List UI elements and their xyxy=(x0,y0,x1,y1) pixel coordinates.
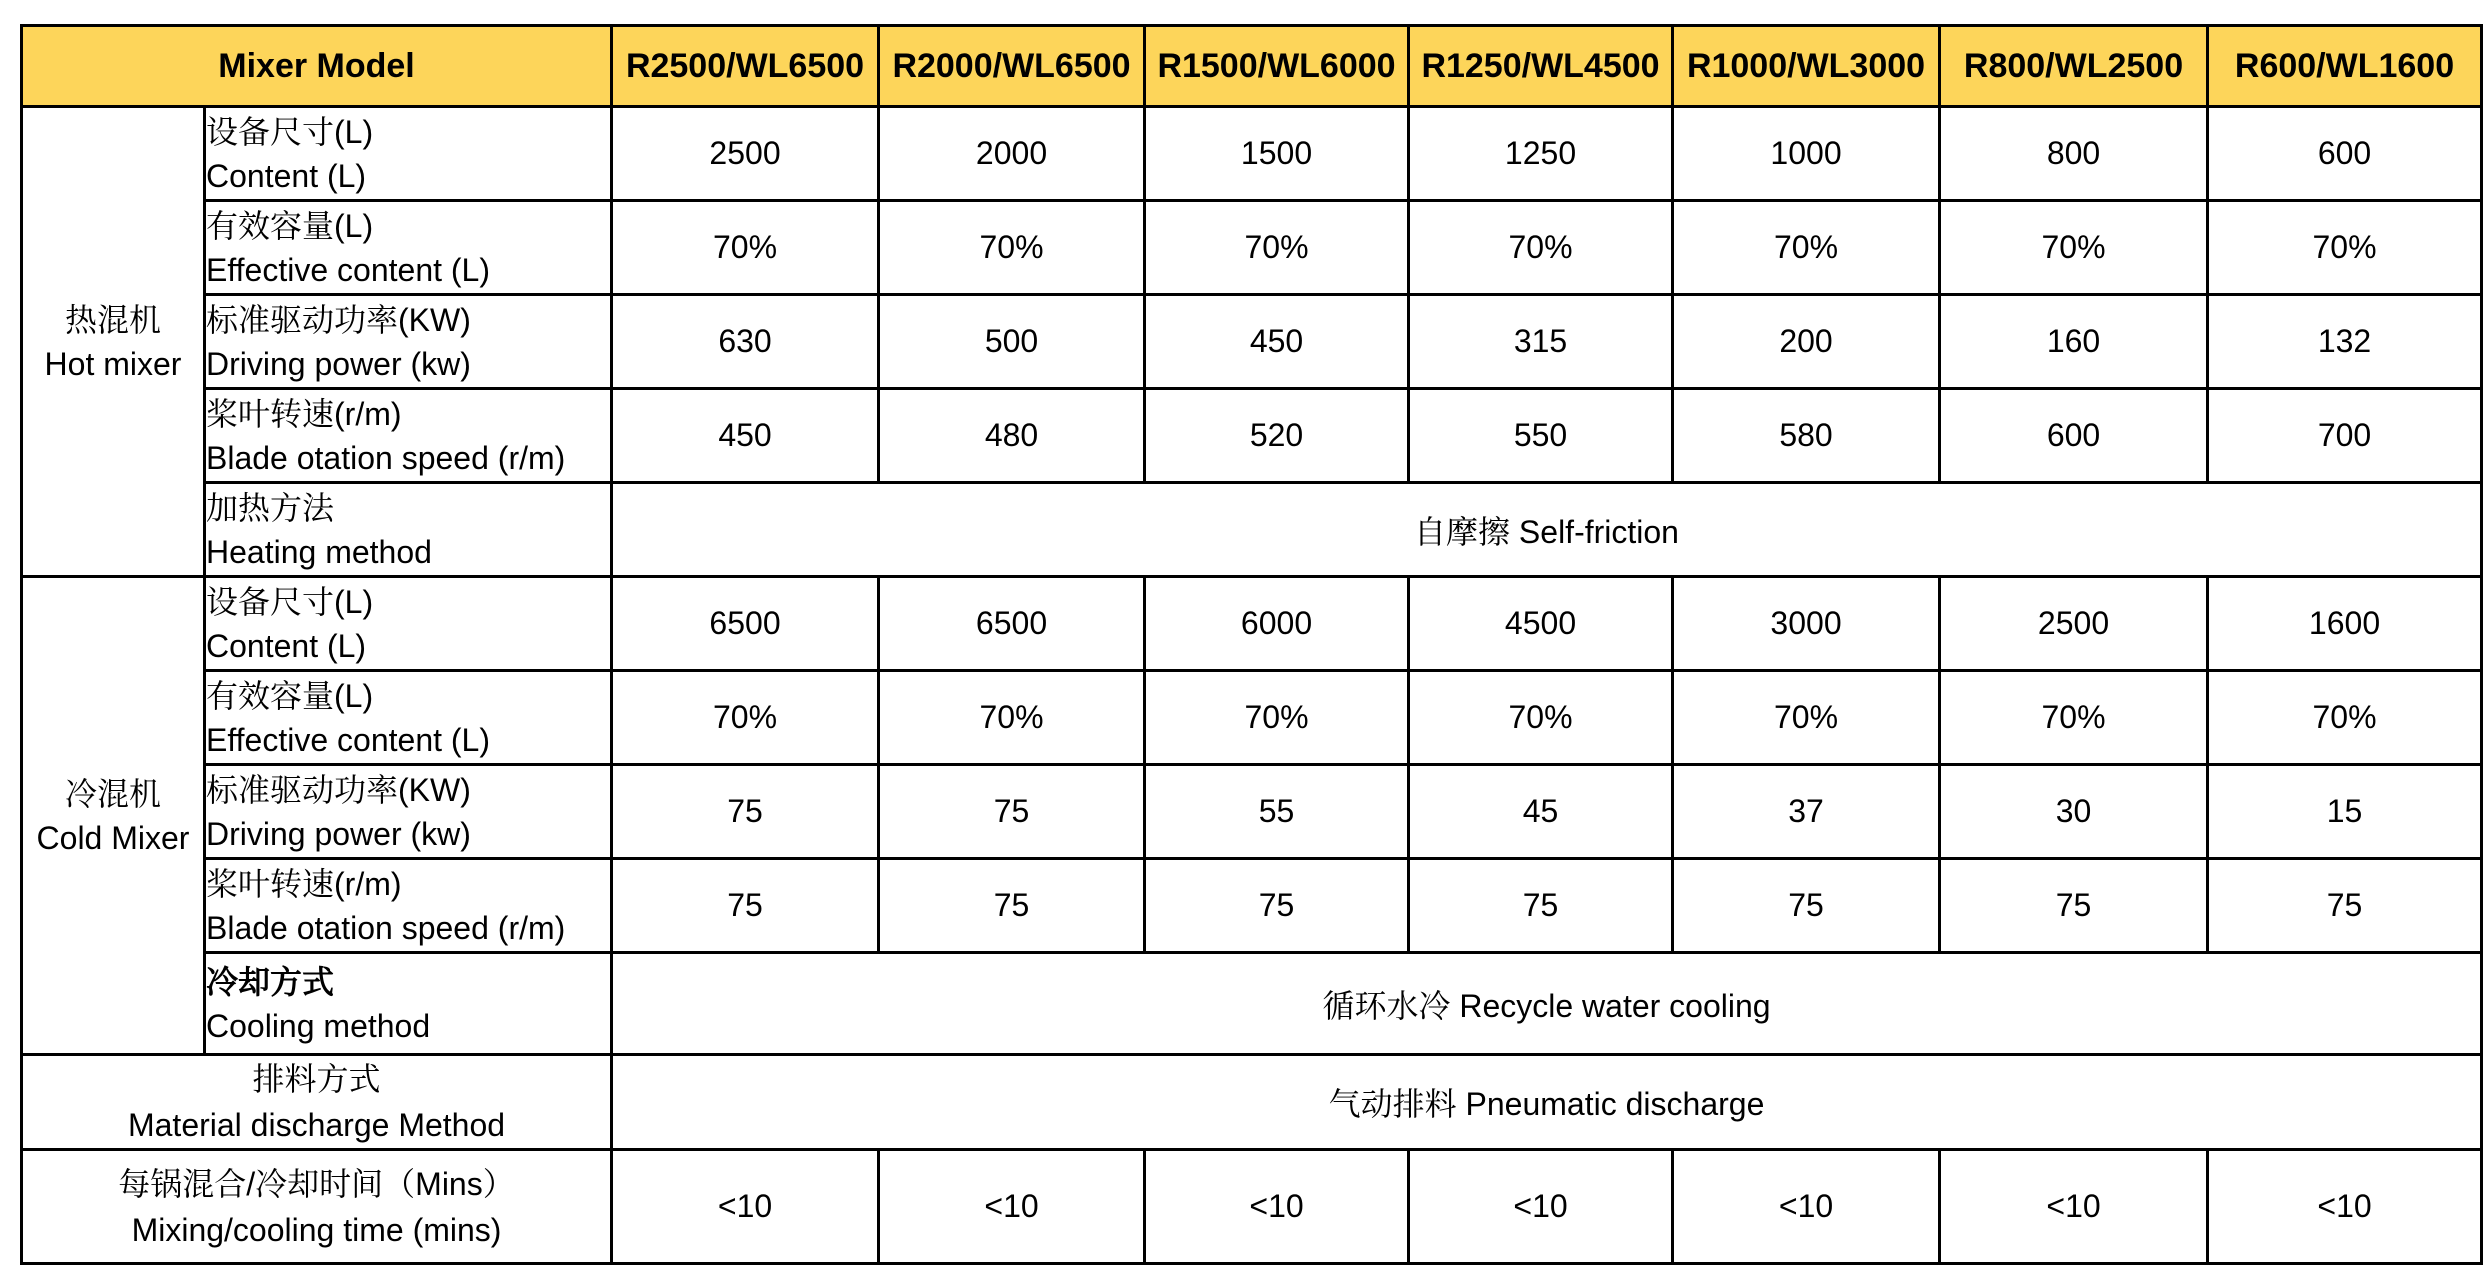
param-label: 有效容量(L) Effective content (L) xyxy=(205,201,612,295)
cold-mixer-cn: 冷混机 xyxy=(64,775,161,812)
table-cell: 450 xyxy=(1145,295,1409,389)
table-cell: <10 xyxy=(1673,1150,1940,1264)
hot-effective-row xyxy=(22,201,2482,295)
mixing-time-row xyxy=(22,1150,2482,1264)
table-cell: 70% xyxy=(612,201,879,295)
cooling-method-value: 循环水冷 Recycle water cooling xyxy=(612,953,2482,1055)
hot-power-row xyxy=(22,295,2482,389)
param-label: 有效容量(L) Effective content (L) xyxy=(205,671,612,765)
table-cell: 6500 xyxy=(879,577,1145,671)
table-cell: <10 xyxy=(1409,1150,1673,1264)
discharge-row xyxy=(22,1055,2482,1150)
table-cell: 800 xyxy=(1940,107,2208,201)
mixing-time-label: 每锅混合/冷却时间（Mins） Mixing/cooling time (mins) xyxy=(22,1150,612,1264)
model-header: R1000/WL3000 xyxy=(1673,26,1940,107)
table-cell: 315 xyxy=(1409,295,1673,389)
table-cell: 200 xyxy=(1673,295,1940,389)
table-cell: <10 xyxy=(1145,1150,1409,1264)
table-cell: 480 xyxy=(879,389,1145,483)
table-cell: <10 xyxy=(879,1150,1145,1264)
model-header: R2000/WL6500 xyxy=(879,26,1145,107)
table-cell: 70% xyxy=(879,201,1145,295)
hot-mixer-cn: 热混机 xyxy=(64,301,161,338)
table-cell: 75 xyxy=(879,859,1145,953)
model-header: R1250/WL4500 xyxy=(1409,26,1673,107)
cold-mixer-group xyxy=(22,577,205,1055)
hot-heating-row xyxy=(22,483,2482,577)
table-cell: 450 xyxy=(612,389,879,483)
heating-method-value: 自摩擦 Self-friction xyxy=(612,483,2482,577)
table-cell: 6500 xyxy=(612,577,879,671)
table-cell: 70% xyxy=(1940,671,2208,765)
table-cell: 70% xyxy=(1940,201,2208,295)
table-cell: 75 xyxy=(612,765,879,859)
param-label: 加热方法 Heating method xyxy=(205,483,612,577)
table-cell: 75 xyxy=(1673,859,1940,953)
model-header: R800/WL2500 xyxy=(1940,26,2208,107)
cold-effective-row xyxy=(22,671,2482,765)
table-cell: 3000 xyxy=(1673,577,1940,671)
table-cell: 70% xyxy=(879,671,1145,765)
table-cell: 600 xyxy=(2208,107,2482,201)
table-cell: 70% xyxy=(612,671,879,765)
table-cell: <10 xyxy=(1940,1150,2208,1264)
cold-content-row xyxy=(22,577,2482,671)
hot-mixer-en: Hot mixer xyxy=(44,345,182,382)
table-cell: 600 xyxy=(1940,389,2208,483)
table-cell: 75 xyxy=(879,765,1145,859)
table-cell: 6000 xyxy=(1145,577,1409,671)
table-cell: 1000 xyxy=(1673,107,1940,201)
param-label: 标准驱动功率(KW) Driving power (kw) xyxy=(205,295,612,389)
table-cell: 2500 xyxy=(612,107,879,201)
table-cell: <10 xyxy=(2208,1150,2482,1264)
table-cell: 700 xyxy=(2208,389,2482,483)
table-cell: 1500 xyxy=(1145,107,1409,201)
table-cell: 30 xyxy=(1940,765,2208,859)
model-header: R600/WL1600 xyxy=(2208,26,2482,107)
table-cell: 70% xyxy=(1673,201,1940,295)
param-label: 桨叶转速(r/m) Blade otation speed (r/m) xyxy=(205,389,612,483)
hot-content-row xyxy=(22,107,2482,201)
model-header: R1500/WL6000 xyxy=(1145,26,1409,107)
table-cell: 550 xyxy=(1409,389,1673,483)
discharge-value: 气动排料 Pneumatic discharge xyxy=(612,1055,2482,1150)
table-cell: 70% xyxy=(1145,201,1409,295)
hot-speed-row xyxy=(22,389,2482,483)
table-cell: 75 xyxy=(2208,859,2482,953)
table-cell: 70% xyxy=(1409,201,1673,295)
table-cell: 75 xyxy=(1940,859,2208,953)
param-label: 桨叶转速(r/m) Blade otation speed (r/m) xyxy=(205,859,612,953)
table-cell: 15 xyxy=(2208,765,2482,859)
table-cell: <10 xyxy=(612,1150,879,1264)
table-cell: 1600 xyxy=(2208,577,2482,671)
param-label: 设备尺寸(L) Content (L) xyxy=(205,107,612,201)
table-cell: 70% xyxy=(2208,201,2482,295)
table-cell: 132 xyxy=(2208,295,2482,389)
table-cell: 75 xyxy=(1409,859,1673,953)
table-cell: 2000 xyxy=(879,107,1145,201)
table-cell: 45 xyxy=(1409,765,1673,859)
table-cell: 500 xyxy=(879,295,1145,389)
table-cell: 1250 xyxy=(1409,107,1673,201)
table-cell: 160 xyxy=(1940,295,2208,389)
table-cell: 75 xyxy=(612,859,879,953)
table-cell: 2500 xyxy=(1940,577,2208,671)
table-cell: 580 xyxy=(1673,389,1940,483)
table-cell: 520 xyxy=(1145,389,1409,483)
table-cell: 37 xyxy=(1673,765,1940,859)
cold-cooling-row xyxy=(22,953,2482,1055)
table-cell: 4500 xyxy=(1409,577,1673,671)
model-header: R2500/WL6500 xyxy=(612,26,879,107)
table-cell: 70% xyxy=(1409,671,1673,765)
hot-mixer-group xyxy=(22,107,205,577)
table-cell: 70% xyxy=(1145,671,1409,765)
cold-power-row xyxy=(22,765,2482,859)
param-label: 设备尺寸(L) Content (L) xyxy=(205,577,612,671)
param-label: 标准驱动功率(KW) Driving power (kw) xyxy=(205,765,612,859)
param-label: 冷却方式 Cooling method xyxy=(205,953,612,1055)
cold-mixer-en: Cold Mixer xyxy=(36,819,190,856)
table-cell: 630 xyxy=(612,295,879,389)
mixer-spec-table xyxy=(20,24,2483,1265)
header-row xyxy=(22,26,2482,107)
table-cell: 55 xyxy=(1145,765,1409,859)
table-cell: 70% xyxy=(2208,671,2482,765)
table-cell: 75 xyxy=(1145,859,1409,953)
cold-speed-row xyxy=(22,859,2482,953)
table-cell: 70% xyxy=(1673,671,1940,765)
discharge-label: 排料方式 Material discharge Method xyxy=(22,1055,612,1150)
mixer-model-header: Mixer Model xyxy=(22,26,612,107)
